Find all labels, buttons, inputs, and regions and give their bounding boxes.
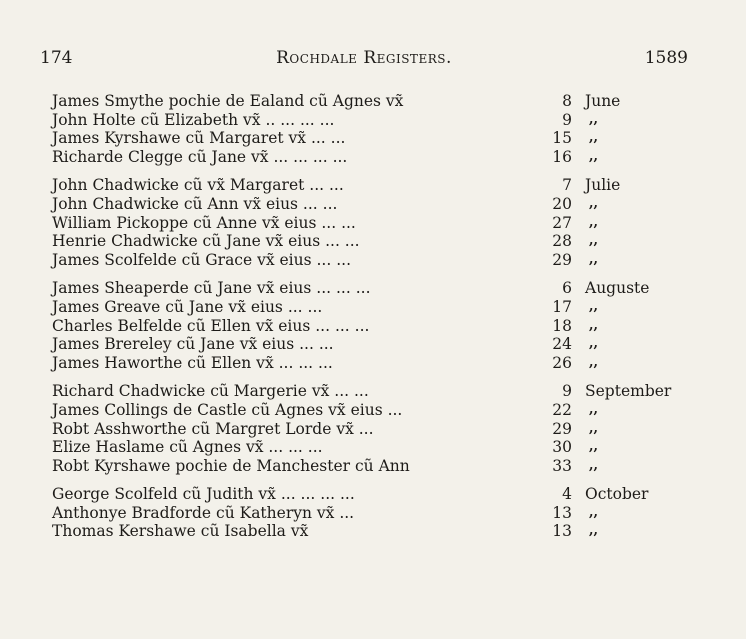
entry-day: 29 <box>552 250 572 269</box>
page-number: 174 <box>40 48 73 68</box>
register-row <box>52 111 702 130</box>
register-row <box>52 148 702 167</box>
entry-group <box>52 92 702 166</box>
entry-day: 24 <box>552 335 572 354</box>
entry-day: 33 <box>552 456 572 475</box>
register-row <box>52 420 702 439</box>
entry-day: 4 <box>562 485 572 504</box>
marriage-entry: James Haworthe cũ Ellen vx̃ ... ... ... <box>52 353 333 372</box>
register-row <box>52 298 702 317</box>
entry-day: 27 <box>552 213 572 232</box>
register-row <box>52 522 702 541</box>
entry-day: 20 <box>552 194 572 213</box>
entry-day: 9 <box>562 382 572 401</box>
entry-month: ,, <box>589 111 599 127</box>
register-row <box>52 92 702 111</box>
entry-month: ,, <box>589 195 599 211</box>
register-row <box>52 354 702 373</box>
entry-month: June <box>585 92 621 110</box>
marriage-entry: Thomas Kershawe cũ Isabella vx̃ <box>52 522 309 541</box>
register-row <box>52 279 702 298</box>
entry-day: 29 <box>552 419 572 438</box>
register-row <box>52 335 702 354</box>
marriage-entry: Robt Asshworthe cũ Margret Lorde vx̃ ... <box>52 419 374 438</box>
register-row <box>52 401 702 420</box>
page-bottom-edge <box>0 623 746 639</box>
page-header <box>40 48 688 72</box>
marriage-entry: James Collings de Castle cũ Agnes vx̃ eius ... <box>52 400 403 419</box>
entry-month: ,, <box>589 233 599 249</box>
entry-day: 7 <box>562 176 572 195</box>
entry-day: 26 <box>552 353 572 372</box>
register-entries <box>52 92 702 551</box>
entry-month: ,, <box>589 214 599 230</box>
entry-month: ,, <box>589 457 599 473</box>
marriage-entry: Charles Belfelde cũ Ellen vx̃ eius ... ... ... <box>52 316 370 335</box>
entry-day: 9 <box>562 110 572 129</box>
entry-day: 18 <box>552 316 572 335</box>
marriage-entry: Anthonye Bradforde cũ Katheryn vx̃ ... <box>52 503 355 522</box>
register-row <box>52 438 702 457</box>
marriage-entry: John Chadwicke cũ Ann vx̃ eius ... ... <box>52 194 338 213</box>
entry-group <box>52 176 702 269</box>
register-row <box>52 317 702 336</box>
marriage-entry: William Pickoppe cũ Anne vx̃ eius ... ... <box>52 213 356 232</box>
register-row <box>52 214 702 233</box>
entry-month: ,, <box>589 420 599 436</box>
marriage-entry: Elize Haslame cũ Agnes vx̃ ... ... ... <box>52 438 323 457</box>
register-row <box>52 129 702 148</box>
entry-month: ,, <box>589 317 599 333</box>
entry-month: Auguste <box>585 279 650 298</box>
entry-month: ,, <box>589 354 599 370</box>
register-row <box>52 457 702 476</box>
entry-day: 13 <box>552 503 572 522</box>
marriage-entry: Richarde Clegge cũ Jane vx̃ ... ... ... ... <box>52 147 348 166</box>
page-title: Rochdale Registers. <box>276 48 452 68</box>
entry-day: 17 <box>552 297 572 316</box>
register-row <box>52 232 702 251</box>
entry-day: 8 <box>562 92 572 110</box>
entry-day: 22 <box>552 400 572 419</box>
entry-month: Julie <box>585 176 621 195</box>
marriage-entry: John Chadwicke cũ vx̃ Margaret ... ... <box>52 176 344 195</box>
marriage-entry: James Greave cũ Jane vx̃ eius ... ... <box>52 297 323 316</box>
entry-day: 6 <box>562 279 572 298</box>
marriage-entry: George Scolfeld cũ Judith vx̃ ... ... ... ... <box>52 485 355 504</box>
entry-month: ,, <box>589 401 599 417</box>
marriage-entry: James Brereley cũ Jane vx̃ eius ... ... <box>52 335 334 354</box>
marriage-entry: John Holte cũ Elizabeth vx̃ .. ... ... ... <box>52 110 335 129</box>
register-row <box>52 504 702 523</box>
marriage-entry: James Kyrshawe cũ Margaret vx̃ ... ... <box>52 129 346 148</box>
page-year: 1589 <box>644 48 688 68</box>
register-row <box>52 251 702 270</box>
marriage-entry: Henrie Chadwicke cũ Jane vx̃ eius ... ... <box>52 232 360 251</box>
marriage-entry: James Smythe pochie de Ealand cũ Agnes vx̃ <box>52 92 404 110</box>
entry-month: September <box>585 382 672 401</box>
marriage-entry: James Sheaperde cũ Jane vx̃ eius ... ... ... <box>52 279 371 298</box>
entry-day: 16 <box>552 147 572 166</box>
entry-day: 30 <box>552 438 572 457</box>
entry-day: 28 <box>552 232 572 251</box>
entry-month: ,, <box>589 298 599 314</box>
entry-group <box>52 279 702 372</box>
marriage-entry: Robt Kyrshawe pochie de Manchester cũ Ann <box>52 456 410 475</box>
register-row <box>52 485 702 504</box>
marriage-entry: James Scolfelde cũ Grace vx̃ eius ... ... <box>52 250 351 269</box>
register-row <box>52 195 702 214</box>
entry-month: ,, <box>589 439 599 455</box>
entry-month: ,, <box>589 148 599 164</box>
entry-day: 13 <box>552 522 572 541</box>
entry-month: ,, <box>589 130 599 146</box>
register-row <box>52 176 702 195</box>
entry-month: ,, <box>589 336 599 352</box>
entry-month: ,, <box>589 523 599 539</box>
entry-month: ,, <box>589 504 599 520</box>
marriage-entry: Richard Chadwicke cũ Margerie vx̃ ... ... <box>52 382 369 401</box>
entry-month: October <box>585 485 649 504</box>
register-row <box>52 382 702 401</box>
entry-day: 15 <box>552 129 572 148</box>
entry-month: ,, <box>589 251 599 267</box>
entry-group <box>52 382 702 475</box>
entry-group <box>52 485 702 541</box>
